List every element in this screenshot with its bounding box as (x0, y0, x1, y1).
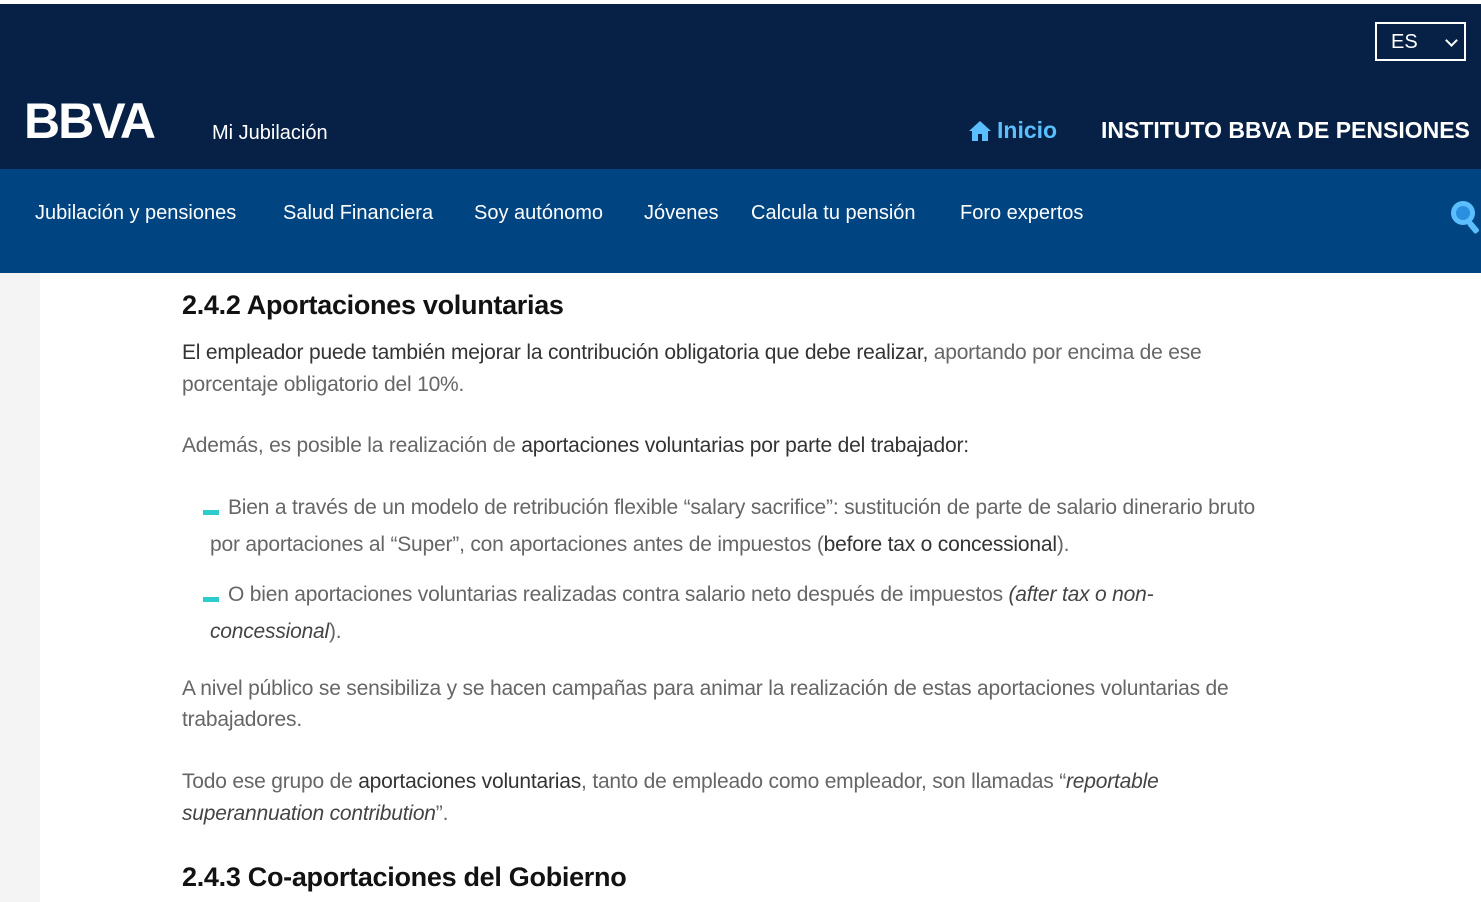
chevron-down-icon (1445, 34, 1458, 47)
bullet-2-end: ). (329, 620, 342, 643)
paragraph-1-line-2: porcentaje obligatorio del 10%. (182, 373, 465, 396)
nav-item-salud-financiera[interactable]: Salud Financiera (283, 202, 434, 224)
bullet-marker-1 (203, 510, 219, 515)
paragraph-4-line-1 (182, 766, 1159, 798)
nav-item-foro[interactable]: Foro expertos (960, 202, 1084, 224)
institute-link[interactable]: INSTITUTO BBVA DE PENSIONES (1101, 117, 1470, 143)
paragraph-4-mid: , tanto de empleado como empleador, son llamadas “ (581, 770, 1067, 793)
paragraph-1-rest: aportando por encima de ese (928, 341, 1202, 364)
bullet-1-end: ). (1056, 533, 1070, 556)
logo-text: BBVA (24, 96, 154, 146)
paragraph-1-bold: El empleador puede también mejorar la contribución obligatoria que debe realizar, (182, 341, 929, 364)
nav-item-jovenes[interactable]: Jóvenes (644, 202, 719, 224)
bullet-2-italic-cont: concessional (210, 620, 330, 643)
section-heading-2-4-3: 2.4.3 Co-aportaciones del Gobierno (182, 862, 627, 892)
paragraph-2-bold: aportaciones voluntarias por parte del trabajador: (521, 434, 969, 457)
language-select[interactable] (1375, 22, 1466, 61)
paragraph-2-lead: Además, es posible la realización de (182, 434, 522, 457)
nav-item-jubilacion[interactable]: Jubilación y pensiones (35, 202, 237, 224)
bullet-1-line-1: Bien a través de un modelo de retribución flexible “salary sacrifice”: sustitución de parte de salario dinerario bruto (228, 496, 1255, 519)
search-icon[interactable] (1448, 198, 1481, 234)
paragraph-4-bold: aportaciones voluntarias (358, 770, 582, 793)
bullet-marker-2 (203, 597, 219, 602)
nav-item-calcula[interactable]: Calcula tu pensión (751, 202, 916, 224)
site-subtitle: Mi Jubilación (212, 122, 328, 144)
bullet-2-line-2 (210, 616, 341, 648)
nav-item-autonomo[interactable]: Soy autónomo (474, 202, 603, 224)
paragraph-3-line-1: A nivel público se sensibiliza y se hacen campañas para animar la realización de estas aportaciones voluntarias de (182, 677, 1229, 700)
paragraph-4-italic-2: superannuation contribution (182, 802, 436, 825)
top-header (0, 0, 1481, 169)
language-value: ES (1391, 31, 1418, 53)
home-link-label: Inicio (997, 117, 1058, 143)
bullet-2-line-1 (228, 579, 1153, 611)
home-link[interactable] (968, 117, 1057, 144)
bullet-1-bold: before tax o concessional (823, 533, 1057, 556)
bullet-2-italic: (after tax o non- (1008, 583, 1154, 606)
bullet-1-line-2 (210, 529, 1069, 561)
paragraph-4-end: ”. (435, 802, 449, 825)
article-content (40, 273, 1481, 902)
paragraph-1-line-1 (182, 337, 1202, 369)
paragraph-4-italic-1: reportable (1066, 770, 1159, 793)
home-icon (968, 120, 992, 142)
bullet-2-lead: O bien aportaciones voluntarias realizadas contra salario neto después de impuestos (228, 583, 1009, 606)
bullet-1-lead: por aportaciones al “Super”, con aportaciones antes de impuestos ( (210, 533, 824, 556)
paragraph-4-lead: Todo ese grupo de (182, 770, 359, 793)
paragraph-3-line-2: trabajadores. (182, 708, 302, 731)
paragraph-4-line-2 (182, 798, 448, 830)
paragraph-2 (182, 430, 969, 462)
section-heading-2-4-2: 2.4.2 Aportaciones voluntarias (182, 290, 564, 320)
bbva-logo[interactable] (24, 96, 174, 146)
